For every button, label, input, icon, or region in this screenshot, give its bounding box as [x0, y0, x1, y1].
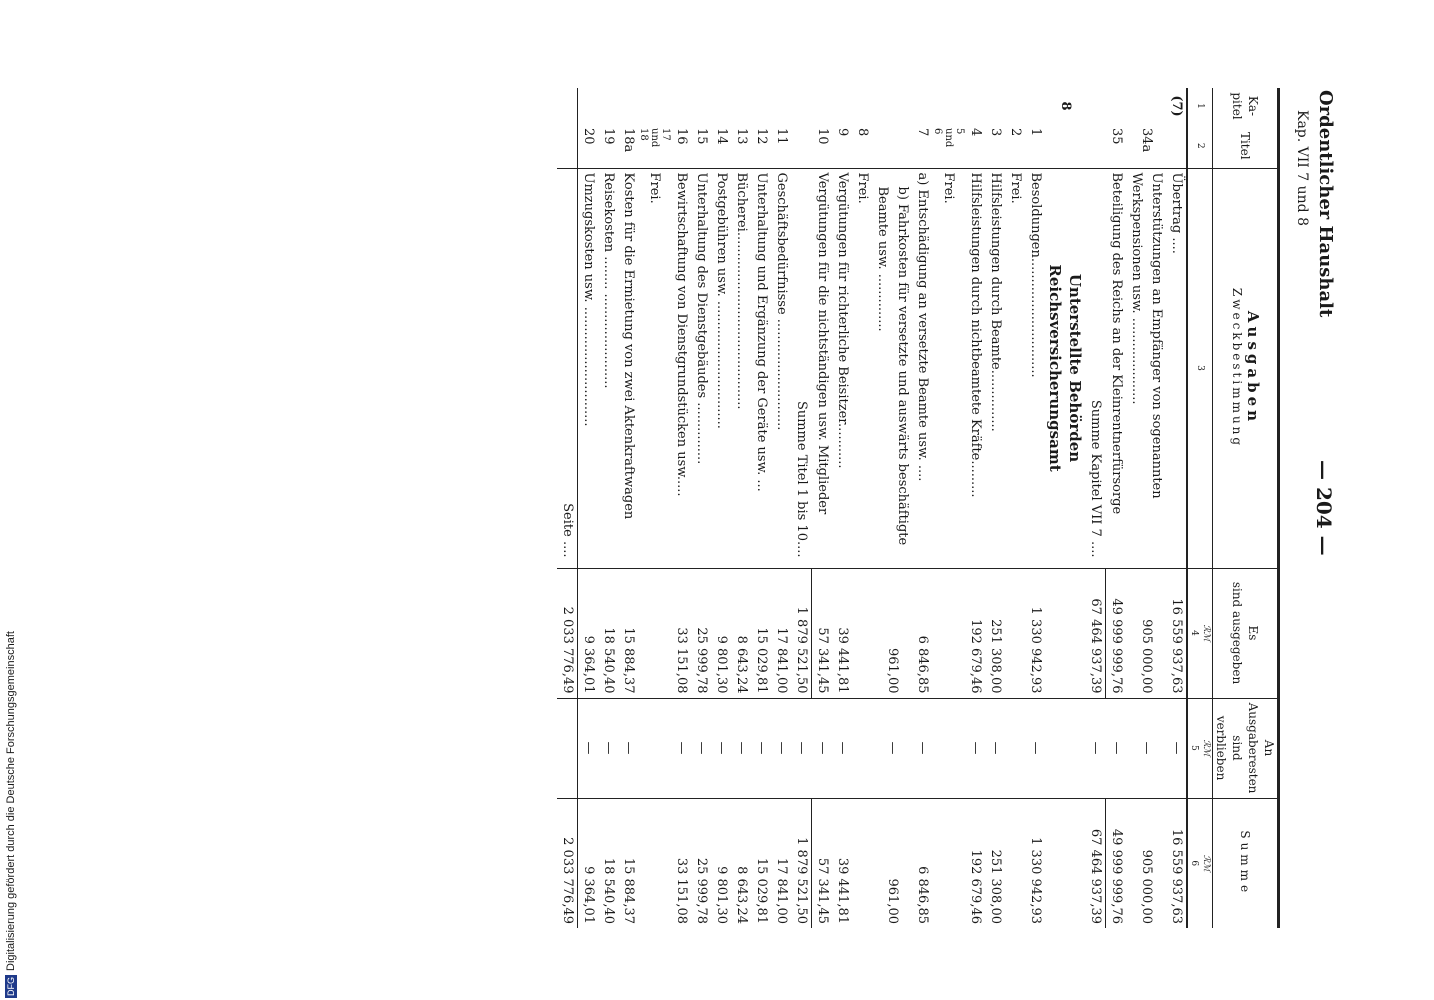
- table-row: [965, 88, 985, 928]
- reste-cell: —: [832, 698, 852, 798]
- summe-cell: 49 999 999,76: [1106, 798, 1127, 928]
- kapitel-cell: 8: [1058, 101, 1073, 111]
- summe-cell: 2 033 776,49: [557, 798, 578, 928]
- summe-cell: 1 330 942,93: [1025, 798, 1045, 928]
- summe-cell: 192 679,46: [965, 798, 985, 928]
- table-row: [691, 88, 711, 928]
- ausgegeben-cell: 1 330 942,93: [1025, 568, 1045, 698]
- ausgegeben-cell: 9 364,01: [578, 568, 599, 698]
- ausgegeben-cell: 18 540,40: [598, 568, 618, 698]
- purpose-cell: Frei.: [638, 168, 671, 568]
- purpose-cell: Geschäftsbedürfnisse ...........................: [771, 168, 791, 568]
- table-row: [812, 88, 833, 928]
- titel-cell: [872, 124, 912, 168]
- purpose-cell: b) Fahrkosten für versetzte und auswärts beschäftigte Beamte usw. ..............: [872, 168, 912, 568]
- purpose-cell: Unterstützungen an Empfänger von sogenannten Werkspensionen usw. .....................: [1126, 168, 1166, 568]
- table-header: [1213, 88, 1279, 928]
- summe-cell: [932, 798, 965, 928]
- table-row: [832, 88, 852, 928]
- ausgegeben-cell: 15 884,37: [618, 568, 638, 698]
- header-zweck-label: Zweckbestimmung: [1230, 287, 1244, 449]
- colnum-4: [1187, 568, 1213, 698]
- titel-cell: 12: [754, 128, 769, 145]
- column-number-row: [1187, 88, 1213, 928]
- titel-cell: 5 und 6: [932, 128, 965, 148]
- purpose-cell: Unterhaltung des Dienstgebäudes ...............: [691, 168, 711, 568]
- summe-cell: [852, 798, 872, 928]
- kapitel-cell: [812, 88, 833, 124]
- colnum-5-num: 5: [1189, 745, 1199, 751]
- purpose-cell: Bücherei...........................................: [731, 168, 751, 568]
- reste-cell: —: [985, 698, 1005, 798]
- titel-cell: 7: [915, 128, 930, 137]
- kapitel-cell: [912, 88, 932, 124]
- summe-cell: 67 464 937,39: [1085, 798, 1106, 928]
- titel-cell: 14: [714, 128, 729, 145]
- ausgegeben-cell: 25 999,78: [691, 568, 711, 698]
- header-kapitel: Ka- pitel: [1213, 88, 1279, 124]
- kapitel-cell: [671, 88, 691, 124]
- purpose-cell: Frei.: [852, 168, 872, 568]
- table-row: [932, 88, 965, 928]
- titel-cell: 1: [1028, 128, 1043, 137]
- group-title: Unterstellte Behörden Reichsversicherungsamt: [1045, 168, 1085, 568]
- colnum-2: 2: [1187, 124, 1213, 168]
- page-header: [1280, 80, 1350, 990]
- kapitel-cell: [965, 88, 985, 124]
- summe-cell: 25 999,78: [691, 798, 711, 928]
- kapitel-cell: [1025, 88, 1045, 124]
- header-ausgaben: [1213, 168, 1279, 568]
- titel-cell: 11: [774, 128, 789, 145]
- purpose-cell: Seite ....: [557, 168, 578, 568]
- summe-cell: 18 540,40: [598, 798, 618, 928]
- summe-cell: 16 559 937,63: [1166, 798, 1187, 928]
- reste-cell: —: [711, 698, 731, 798]
- kapitel-cell: [791, 88, 812, 124]
- table-row: [578, 88, 599, 928]
- summe-cell: 15 029,81: [751, 798, 771, 928]
- reste-cell: —: [671, 698, 691, 798]
- titel-cell: [1085, 124, 1106, 168]
- ausgegeben-cell: 192 679,46: [965, 568, 985, 698]
- header-ausgegeben: Es sind ausgegeben: [1213, 568, 1279, 698]
- reste-cell: —: [872, 698, 912, 798]
- table-row: [1005, 88, 1025, 928]
- reste-cell: —: [731, 698, 751, 798]
- summe-cell: 57 341,45: [812, 798, 833, 928]
- summe-cell: 8 643,24: [731, 798, 751, 928]
- titel-cell: 8: [855, 128, 870, 137]
- summe-cell: [638, 798, 671, 928]
- table-row: [751, 88, 771, 928]
- table-row: [985, 88, 1005, 928]
- kapitel-cell: [557, 88, 578, 124]
- ausgegeben-cell: [932, 568, 965, 698]
- ausgegeben-cell: 49 999 999,76: [1106, 568, 1127, 698]
- kapitel-cell: [985, 88, 1005, 124]
- titel-cell: 3: [988, 128, 1003, 137]
- summe-cell: 961,00: [872, 798, 912, 928]
- summe-cell: 15 884,37: [618, 798, 638, 928]
- reste-cell: —: [691, 698, 711, 798]
- summe-cell: 17 841,00: [771, 798, 791, 928]
- kapitel-cell: [618, 88, 638, 124]
- page-total-row: [557, 88, 578, 928]
- kapitel-cell: [771, 88, 791, 124]
- header-reste: An Ausgaberesten sind verblieben: [1213, 698, 1279, 798]
- titel-cell: [1045, 124, 1085, 168]
- purpose-cell: Summe Kapitel VII 7 ....: [1085, 168, 1106, 568]
- summe-cell: 6 846,85: [912, 798, 932, 928]
- table-row: [771, 88, 791, 928]
- kapitel-cell: [1085, 88, 1106, 124]
- sum-row: [1085, 88, 1106, 928]
- table-row: [671, 88, 691, 928]
- reste-cell: —: [1085, 698, 1106, 798]
- colnum-1: 1: [1187, 88, 1213, 124]
- titel-cell: 9: [835, 128, 850, 137]
- titel-cell: 35: [1108, 128, 1124, 145]
- digitization-credit: [2, 600, 20, 998]
- ausgegeben-cell: [638, 568, 671, 698]
- table-row: [1025, 88, 1045, 928]
- ausgegeben-cell: 1 879 521,50: [791, 568, 812, 698]
- titel-cell: 10: [814, 128, 830, 145]
- titel-cell: 15: [694, 128, 709, 145]
- ausgegeben-cell: [852, 568, 872, 698]
- summe-cell: 33 151,08: [671, 798, 691, 928]
- table-row: [912, 88, 932, 928]
- colnum-5: [1187, 698, 1213, 798]
- ausgegeben-cell: 16 559 937,63: [1166, 568, 1187, 698]
- summe-cell: 9 801,30: [711, 798, 731, 928]
- reste-cell: [1045, 698, 1085, 798]
- titel-cell: 18a: [621, 128, 636, 153]
- titel-cell: 20: [581, 128, 596, 145]
- summe-cell: 1 879 521,50: [791, 798, 812, 928]
- titel-cell: [791, 124, 812, 168]
- kapitel-cell: [598, 88, 618, 124]
- purpose-cell: Frei.: [932, 168, 965, 568]
- ausgegeben-cell: 6 846,85: [912, 568, 932, 698]
- ausgegeben-cell: 8 643,24: [731, 568, 751, 698]
- reste-cell: —: [1025, 698, 1045, 798]
- summe-cell: 251 308,00: [985, 798, 1005, 928]
- ausgegeben-cell: 961,00: [872, 568, 912, 698]
- reste-cell: [638, 698, 671, 798]
- purpose-cell: a) Entschädigung an versetzte Beamte usw. ....: [912, 168, 932, 568]
- purpose-cell: Frei.: [1005, 168, 1025, 568]
- colnum-3: 3: [1187, 168, 1213, 568]
- reste-cell: —: [751, 698, 771, 798]
- ausgegeben-cell: 905 000,00: [1126, 568, 1166, 698]
- titel-cell: 2: [1008, 128, 1023, 137]
- purpose-cell: Unterhaltung und Ergänzung der Geräte usw. ...: [751, 168, 771, 568]
- unit-label: ℛℳ: [1201, 739, 1211, 757]
- ausgegeben-cell: 2 033 776,49: [557, 568, 578, 698]
- summe-cell: [1005, 798, 1025, 928]
- table-row: [852, 88, 872, 928]
- table-row: [711, 88, 731, 928]
- dfg-logo: DFG: [6, 977, 16, 996]
- unit-label: ℛℳ: [1201, 624, 1211, 642]
- table-row: [1166, 88, 1187, 928]
- kapitel-cell: (7): [1169, 95, 1184, 117]
- summe-cell: [1045, 798, 1085, 928]
- colnum-6: [1187, 798, 1213, 928]
- reste-cell: —: [1166, 698, 1187, 798]
- reste-cell: —: [578, 698, 599, 798]
- kapitel-cell: [832, 88, 852, 124]
- group-heading-row: [1045, 88, 1085, 928]
- purpose-cell: Bewirtschaftung von Dienstgrundstücken usw.....: [671, 168, 691, 568]
- titel-cell: 13: [734, 128, 749, 145]
- kapitel-cell: [852, 88, 872, 124]
- reste-cell: —: [965, 698, 985, 798]
- purpose-cell: Beteiligung des Reichs an der Kleinrentnerfürsorge: [1106, 168, 1127, 568]
- chapter-subtitle: Kap. VII 7 und 8: [1294, 110, 1310, 226]
- purpose-cell: Besoldungen.............................: [1025, 168, 1045, 568]
- kapitel-cell: [578, 88, 599, 124]
- purpose-cell: Kosten für die Ermietung von zwei Aktenkraftwagen: [618, 168, 638, 568]
- reste-cell: —: [1106, 698, 1127, 798]
- table-row: [731, 88, 751, 928]
- sum-row: [791, 88, 812, 928]
- reste-cell: —: [598, 698, 618, 798]
- summe-cell: 905 000,00: [1126, 798, 1166, 928]
- ausgegeben-cell: 17 841,00: [771, 568, 791, 698]
- ausgegeben-cell: 33 151,08: [671, 568, 691, 698]
- purpose-cell: Übertrag ....: [1166, 168, 1187, 568]
- titel-cell: 4: [968, 128, 983, 137]
- reste-cell: —: [912, 698, 932, 798]
- ausgegeben-cell: [1045, 568, 1085, 698]
- reste-cell: —: [791, 698, 812, 798]
- summe-cell: 39 441,81: [832, 798, 852, 928]
- purpose-cell: Postgebühren usw. ...............................: [711, 168, 731, 568]
- titel-cell: 16: [674, 128, 689, 145]
- ausgegeben-cell: [1005, 568, 1025, 698]
- reste-cell: [1005, 698, 1025, 798]
- purpose-cell: Hilfsleistungen durch Beamte...............: [985, 168, 1005, 568]
- reste-cell: —: [812, 698, 833, 798]
- table-row: [638, 88, 671, 928]
- ausgegeben-cell: 251 308,00: [985, 568, 1005, 698]
- header-ausgaben-label: Ausgaben: [1244, 310, 1262, 426]
- kapitel-cell: [711, 88, 731, 124]
- table-body: [557, 88, 1187, 928]
- summe-cell: 9 364,01: [578, 798, 599, 928]
- purpose-cell: Umzugskosten usw. .............................: [578, 168, 599, 568]
- page-number: — 204 —: [1312, 460, 1336, 556]
- reste-cell: —: [1126, 698, 1166, 798]
- titel-cell: 34a: [1139, 128, 1154, 153]
- ausgegeben-cell: 39 441,81: [832, 568, 852, 698]
- ausgegeben-cell: 67 464 937,39: [1085, 568, 1106, 698]
- table-row: [618, 88, 638, 928]
- kapitel-cell: [638, 88, 671, 124]
- table-row: [598, 88, 618, 928]
- budget-title: Ordentlicher Haushalt: [1315, 90, 1336, 318]
- ausgegeben-cell: 15 029,81: [751, 568, 771, 698]
- colnum-6-num: 6: [1189, 860, 1199, 867]
- colnum-4-num: 4: [1189, 630, 1199, 636]
- table-row: [1126, 88, 1166, 928]
- kapitel-cell: [1126, 88, 1166, 124]
- kapitel-cell: [691, 88, 711, 124]
- purpose-cell: Summe Titel 1 bis 10....: [791, 168, 812, 568]
- reste-cell: —: [771, 698, 791, 798]
- titel-cell: 19: [601, 128, 616, 145]
- unit-label: ℛℳ: [1201, 854, 1211, 872]
- credit-text: Digitalisierung gefördert durch die Deutsche Forschungsgemeinschaft: [5, 631, 17, 971]
- purpose-cell: Vergütungen für richterliche Beisitzer...........: [832, 168, 852, 568]
- kapitel-cell: [1005, 88, 1025, 124]
- expenditure-table: [557, 88, 1280, 928]
- table-row: [872, 88, 912, 928]
- purpose-cell: Vergütungen für die nichtständigen usw. Mitglieder: [812, 168, 833, 568]
- kapitel-cell: [932, 88, 965, 124]
- reste-cell: [852, 698, 872, 798]
- header-titel: Titel: [1213, 124, 1279, 168]
- kapitel-cell: [872, 88, 912, 124]
- titel-cell: [557, 124, 578, 168]
- titel-cell: [1166, 124, 1187, 168]
- ledger-page: [90, 80, 1350, 990]
- reste-cell: [557, 698, 578, 798]
- purpose-cell: Reisekosten ........ .......................: [598, 168, 618, 568]
- reste-cell: —: [618, 698, 638, 798]
- kapitel-cell: [751, 88, 771, 124]
- ausgegeben-cell: 9 801,30: [711, 568, 731, 698]
- kapitel-cell: [1106, 88, 1127, 124]
- table-row: [1106, 88, 1127, 928]
- header-summe: Summe: [1213, 798, 1279, 928]
- reste-cell: [932, 698, 965, 798]
- titel-cell: 17 und 18: [638, 128, 671, 148]
- ausgegeben-cell: 57 341,45: [812, 568, 833, 698]
- kapitel-cell: [731, 88, 751, 124]
- purpose-cell: Hilfsleistungen durch nichtbeamtete Kräfte.........: [965, 168, 985, 568]
